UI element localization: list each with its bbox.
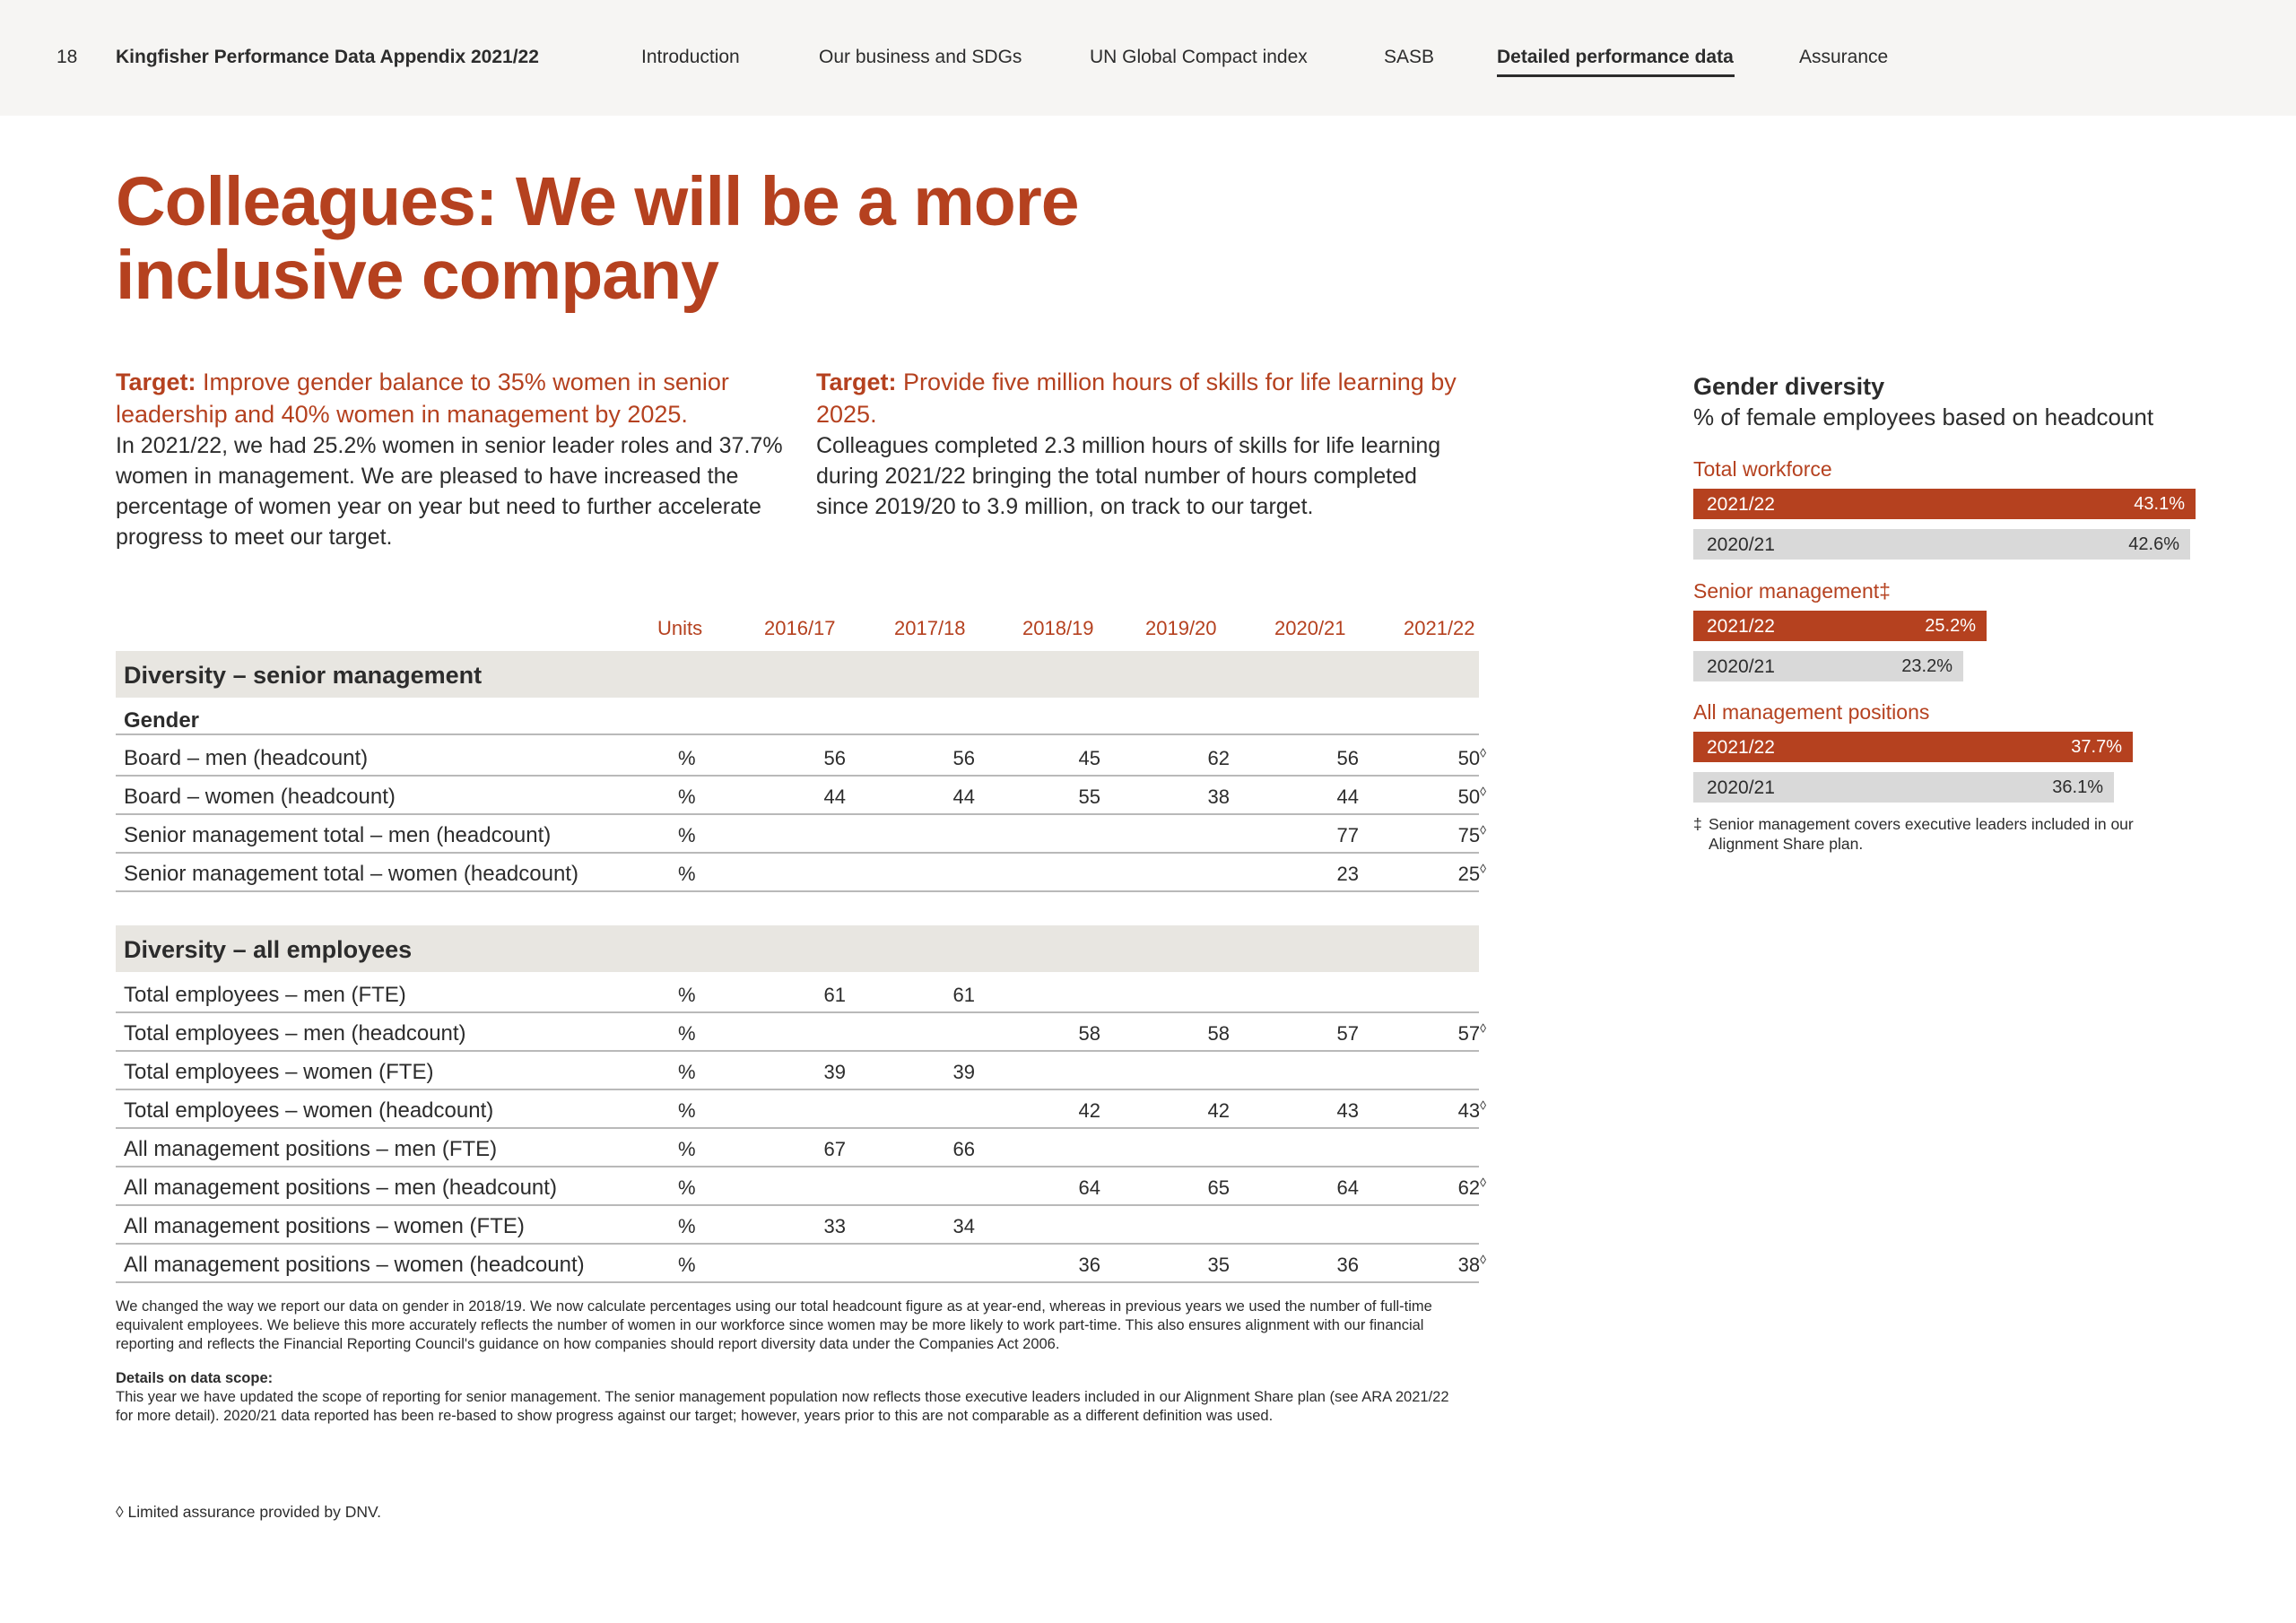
dagger-symbol: ‡ xyxy=(1693,815,1702,833)
cell-value: 67 xyxy=(823,1138,846,1160)
row-divider xyxy=(116,813,1479,815)
page-title-line-2: inclusive company xyxy=(116,237,718,314)
chart-bar xyxy=(1693,611,1987,641)
chart-group-label: Senior management‡ xyxy=(1693,579,1891,603)
cell-value: 38 xyxy=(1207,785,1230,808)
data-scope-text: This year we have updated the scope of reporting for senior management. The senior management population now reflects those executive leaders included in our Alignment Share plan (see ARA 2021/22 for more detail). 2020/21 data reported has been re-based to show progress against our target; however, years prior to this are not comparable as a different definition was used. xyxy=(116,1389,1449,1424)
document-title: Kingfisher Performance Data Appendix 2021/22 xyxy=(116,47,539,67)
page-number: 18 xyxy=(57,47,78,67)
nav-un-global-compact[interactable]: UN Global Compact index xyxy=(1090,47,1308,67)
assurance-mark: ◊ xyxy=(1480,1252,1486,1267)
assurance-mark: ◊ xyxy=(1480,1175,1486,1190)
section-header-senior-management xyxy=(116,651,1479,698)
row-divider xyxy=(116,1089,1479,1090)
cell-value: 43 xyxy=(1336,1099,1359,1122)
section-header-all-employees xyxy=(116,925,1479,972)
assurance-mark: ◊ xyxy=(1480,1098,1486,1113)
cell-value: 58 xyxy=(1078,1022,1100,1045)
cell-units: % xyxy=(678,984,696,1006)
bar-value-label: 25.2% xyxy=(1925,616,1976,636)
cell-units: % xyxy=(678,1215,696,1237)
cell-value: 34 xyxy=(952,1215,975,1237)
target-skills-learning xyxy=(816,366,1471,522)
target-gender-balance xyxy=(116,366,806,552)
cell-value: 44 xyxy=(823,785,846,808)
cell-value: 44 xyxy=(952,785,975,808)
section-title: Diversity – senior management xyxy=(124,662,483,689)
row-divider xyxy=(116,890,1479,892)
row-divider xyxy=(116,852,1479,854)
cell-value: 66 xyxy=(952,1138,975,1160)
bar-value-label: 42.6% xyxy=(2128,534,2179,554)
nav-sasb[interactable]: SASB xyxy=(1384,47,1435,67)
data-scope-title: Details on data scope: xyxy=(116,1370,274,1386)
chart-group-label: Total workforce xyxy=(1693,457,1832,481)
cell-value: 56 xyxy=(1336,747,1359,769)
cell-value: 61 xyxy=(823,984,846,1006)
cell-value: 58 xyxy=(1207,1022,1230,1045)
row-label: Total employees – women (headcount) xyxy=(124,1098,494,1123)
row-label: Total employees – women (FTE) xyxy=(124,1060,434,1084)
cell-value: 36 xyxy=(1078,1254,1100,1276)
chart-subtitle: % of female employees based on headcount xyxy=(1693,404,2154,430)
row-label: All management positions – women (FTE) xyxy=(124,1214,525,1238)
cell-value: 43◊ xyxy=(1457,1098,1486,1122)
subheading-gender: Gender xyxy=(124,708,200,733)
cell-value: 33 xyxy=(823,1215,846,1237)
cell-value: 64 xyxy=(1336,1176,1359,1199)
nav-detailed-performance-data[interactable]: Detailed performance data xyxy=(1497,47,1734,67)
cell-value: 64 xyxy=(1078,1176,1100,1199)
row-divider xyxy=(116,1011,1479,1013)
cell-units: % xyxy=(678,824,696,846)
assurance-mark: ◊ xyxy=(1480,822,1486,838)
chart-group-label: All management positions xyxy=(1693,700,1930,724)
cell-value: 62 xyxy=(1207,747,1230,769)
cell-value: 65 xyxy=(1207,1176,1230,1199)
column-header-units: Units xyxy=(657,617,703,639)
cell-value: 39 xyxy=(823,1061,846,1083)
cell-value: 50◊ xyxy=(1457,745,1486,769)
cell-value: 44 xyxy=(1336,785,1359,808)
cell-units: % xyxy=(678,1099,696,1122)
chart-footnote-text: Senior management covers executive leaders included in our Alignment Share plan. xyxy=(1709,815,2134,853)
cell-value: 56 xyxy=(952,747,975,769)
cell-value: 56 xyxy=(823,747,846,769)
nav-assurance[interactable]: Assurance xyxy=(1799,47,1889,67)
row-label: Total employees – men (FTE) xyxy=(124,983,406,1007)
row-label: Board – women (headcount) xyxy=(124,785,396,809)
assurance-mark: ◊ xyxy=(1480,861,1486,876)
cell-value: 36 xyxy=(1336,1254,1359,1276)
page-title-line-1: Colleagues: We will be a more xyxy=(116,163,1079,240)
bar-year-label: 2021/22 xyxy=(1707,737,1775,758)
cell-value: 42 xyxy=(1207,1099,1230,1122)
chart-bar xyxy=(1693,651,1963,681)
target-label: Target: xyxy=(816,369,897,395)
cell-units: % xyxy=(678,747,696,769)
cell-units: % xyxy=(678,1254,696,1276)
assurance-note: ◊ Limited assurance provided by DNV. xyxy=(116,1503,381,1521)
row-divider xyxy=(116,775,1479,777)
bar-year-label: 2020/21 xyxy=(1707,656,1775,677)
cell-value: 42 xyxy=(1078,1099,1100,1122)
row-label: Senior management total – women (headcount) xyxy=(124,862,578,886)
cell-value: 61 xyxy=(952,984,975,1006)
row-label: All management positions – men (FTE) xyxy=(124,1137,498,1161)
row-label: Total employees – men (headcount) xyxy=(124,1021,466,1046)
target-body: In 2021/22, we had 25.2% women in senior leader roles and 37.7% women in management. We are pleased to have increased the percentage of women year on year but need to further accelerate progress to meet our target. xyxy=(116,433,783,550)
data-scope-footnote xyxy=(116,1369,1452,1426)
bar-value-label: 37.7% xyxy=(2071,737,2122,757)
row-label: All management positions – men (headcount) xyxy=(124,1176,557,1200)
cell-value: 75◊ xyxy=(1457,822,1486,846)
nav-introduction[interactable]: Introduction xyxy=(641,47,740,67)
assurance-mark: ◊ xyxy=(1480,784,1486,799)
cell-value: 55 xyxy=(1078,785,1100,808)
column-header-2020-21: 2020/21 xyxy=(1274,617,1346,639)
nav-business-sdgs[interactable]: Our business and SDGs xyxy=(819,47,1022,67)
column-header-2019-20: 2019/20 xyxy=(1145,617,1217,639)
cell-value: 25◊ xyxy=(1457,861,1486,885)
assurance-mark: ◊ xyxy=(1480,1020,1486,1036)
column-header-2016-17: 2016/17 xyxy=(764,617,836,639)
cell-value: 57◊ xyxy=(1457,1020,1486,1045)
cell-value: 77 xyxy=(1336,824,1359,846)
cell-value: 38◊ xyxy=(1457,1252,1486,1276)
row-label: Board – men (headcount) xyxy=(124,746,369,770)
active-nav-underline xyxy=(1497,74,1735,77)
chart-bar xyxy=(1693,529,2190,560)
bar-year-label: 2020/21 xyxy=(1707,777,1775,798)
cell-units: % xyxy=(678,1176,696,1199)
gender-reporting-footnote: We changed the way we report our data on gender in 2018/19. We now calculate percentages using our total headcount figure as at year-end, whereas in previous years we used the number of full-time equivalent employees. We believe this more accurately reflects the number of women in our workforce since women may be more likely to work part-time. This also ensures alignment with our financial reporting and reflects the Financial Reporting Council's guidance on how companies should report diversity data under the Companies Act 2006. xyxy=(116,1298,1432,1352)
row-divider xyxy=(116,1281,1479,1283)
target-text: Provide five million hours of skills for life learning by 2025. xyxy=(816,369,1457,428)
target-body: Colleagues completed 2.3 million hours of skills for life learning during 2021/22 bringing the total number of hours completed since 2019/20 to 3.9 million, on track to our target. xyxy=(816,433,1441,519)
row-label: All management positions – women (headcount) xyxy=(124,1253,585,1277)
cell-value: 62◊ xyxy=(1457,1175,1486,1199)
row-divider xyxy=(116,1243,1479,1245)
page-title xyxy=(116,165,1079,312)
cell-units: % xyxy=(678,1061,696,1083)
chart-bar xyxy=(1693,772,2114,803)
cell-value: 57 xyxy=(1336,1022,1359,1045)
cell-units: % xyxy=(678,1138,696,1160)
cell-value: 39 xyxy=(952,1061,975,1083)
row-divider xyxy=(116,1050,1479,1052)
chart-bar xyxy=(1693,732,2133,762)
row-divider xyxy=(116,1204,1479,1206)
column-header-2018-19: 2018/19 xyxy=(1022,617,1094,639)
assurance-mark: ◊ xyxy=(1480,745,1486,760)
bar-value-label: 36.1% xyxy=(2052,777,2103,797)
chart-footnote xyxy=(1693,814,2178,854)
cell-value: 50◊ xyxy=(1457,784,1486,808)
cell-units: % xyxy=(678,863,696,885)
chart-title: Gender diversity xyxy=(1693,373,1885,400)
cell-value: 35 xyxy=(1207,1254,1230,1276)
column-header-2017-18: 2017/18 xyxy=(894,617,966,639)
bar-value-label: 43.1% xyxy=(2134,494,2185,514)
chart-bar xyxy=(1693,489,2196,519)
row-label: Senior management total – men (headcount) xyxy=(124,823,552,847)
row-divider xyxy=(116,733,1479,735)
bar-year-label: 2020/21 xyxy=(1707,534,1775,555)
section-title: Diversity – all employees xyxy=(124,936,413,963)
cell-units: % xyxy=(678,785,696,808)
bar-year-label: 2021/22 xyxy=(1707,494,1775,515)
target-text: Improve gender balance to 35% women in senior leadership and 40% women in management by 2025. xyxy=(116,369,729,428)
cell-units: % xyxy=(678,1022,696,1045)
row-divider xyxy=(116,1166,1479,1167)
row-divider xyxy=(116,1127,1479,1129)
bar-year-label: 2021/22 xyxy=(1707,616,1775,637)
bar-value-label: 23.2% xyxy=(1901,656,1952,676)
cell-value: 45 xyxy=(1078,747,1100,769)
cell-value: 23 xyxy=(1336,863,1359,885)
target-label: Target: xyxy=(116,369,196,395)
column-header-2021-22: 2021/22 xyxy=(1404,617,1475,639)
